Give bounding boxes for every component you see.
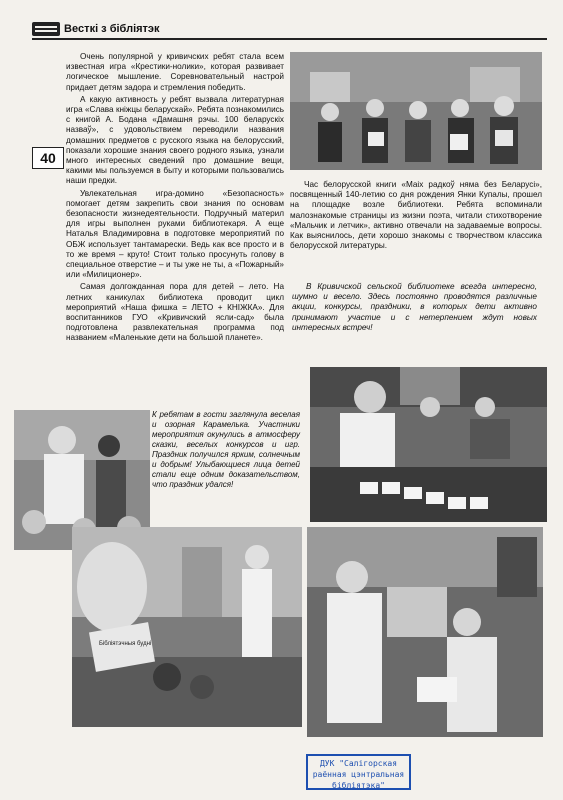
photo-children-with-books xyxy=(290,52,542,170)
paragraph: Час белорусской книги «Маіх радкоў няма без Беларусі», посвященный 140-летию со дня рождения Янки Купалы, прошел на площадке возле библиотеки. Ребята вспоминали малознакомые страницы из жизни поэта, читали стихотворение «Мальчик и летчик», активно отвечали на задаваемые вопросы. Как выяснилось, дети хорошо знакомы с творчеством классика белорусской литературы. xyxy=(290,180,542,251)
photo-domino-game xyxy=(310,367,547,522)
section-title: Вeсткі з бібліятэк xyxy=(64,23,160,35)
photo-caption xyxy=(152,410,300,492)
photo-library-days xyxy=(72,527,302,727)
paragraph: В Кривичской сельской библиотеке всегда интересно, шумно и весело. Здесь постоянно проводятся различные акции, конкурсы, праздники, в которых дети активно принимают участие и с нетерпением ждут новых интересных встреч! xyxy=(292,282,537,332)
paragraph: Увлекательная игра-домино «Безопасность» помогает детям закрепить свои знания по основам безопасности жизнедеятельности. Подручный материл для игры выполнен руками библиотекаря. А еще Наталья Владимировна в подготовке мероприятий по ОБЖ использует тантамарески. Ведь как все просто и в то же время – круто! Стоит только просунуть голову в специальное отверстие – и ты уже не ты, а «Пожарный» или «Милиционер». xyxy=(66,188,284,280)
paragraph: Самая долгожданная пора для детей – лето. На летних каникулах библиотека проводит цикл мероприятий «Наша фишка = ЛЕТО + КНІЖКА». Для воспитанников ГУО «Кривичский ясли-сад» была подготовлена развлекательная программа под названием «Маленькие дети на большой планете». xyxy=(66,282,284,343)
header-rule xyxy=(32,38,547,40)
book-icon xyxy=(32,22,60,36)
article-column-2 xyxy=(290,180,542,253)
paragraph: Очень популярной у кривичских ребят стала всем известная игра «Крестики-нолики», которая развивает логическое мышление. Соревновательный настрой придает детям задора и стремления победить. xyxy=(66,52,284,92)
highlight-quote xyxy=(292,282,537,335)
photo-book-hour xyxy=(307,527,543,737)
article-column-1 xyxy=(66,52,284,346)
section-header xyxy=(32,22,160,36)
paragraph: А какую активность у ребят вызвала литературная игра «Слава кніжцы беларускай». Ребята познакомились с книгой А. Бодана «Дамашня рэчы. 100 беларускіх назваў», с удовольствием переводили названия домашних предметов с русского языка на белорусский, показали хорошие знания своего родного языка, узнали много интересных сведений про домашние вещи, какими мы пользуемся в быту и которыми пользовались наши предки. xyxy=(66,94,284,186)
paragraph: К ребятам в гости заглянула веселая и озорная Карамелька. Участники мероприятия окунулись в атмосферу сказки, веселых конкурсов и игр. Праздник получился ярким, солнечным и добрым! Улыбающиеся лица детей стали еще одним доказательством, что праздник удался! xyxy=(152,410,300,489)
sign-text: Бібліятэчныя будні xyxy=(99,641,152,647)
library-stamp: ДУК "Салігорская раённая цэнтральная бібліятэка" xyxy=(306,754,411,790)
page-number: 40 xyxy=(32,147,64,169)
